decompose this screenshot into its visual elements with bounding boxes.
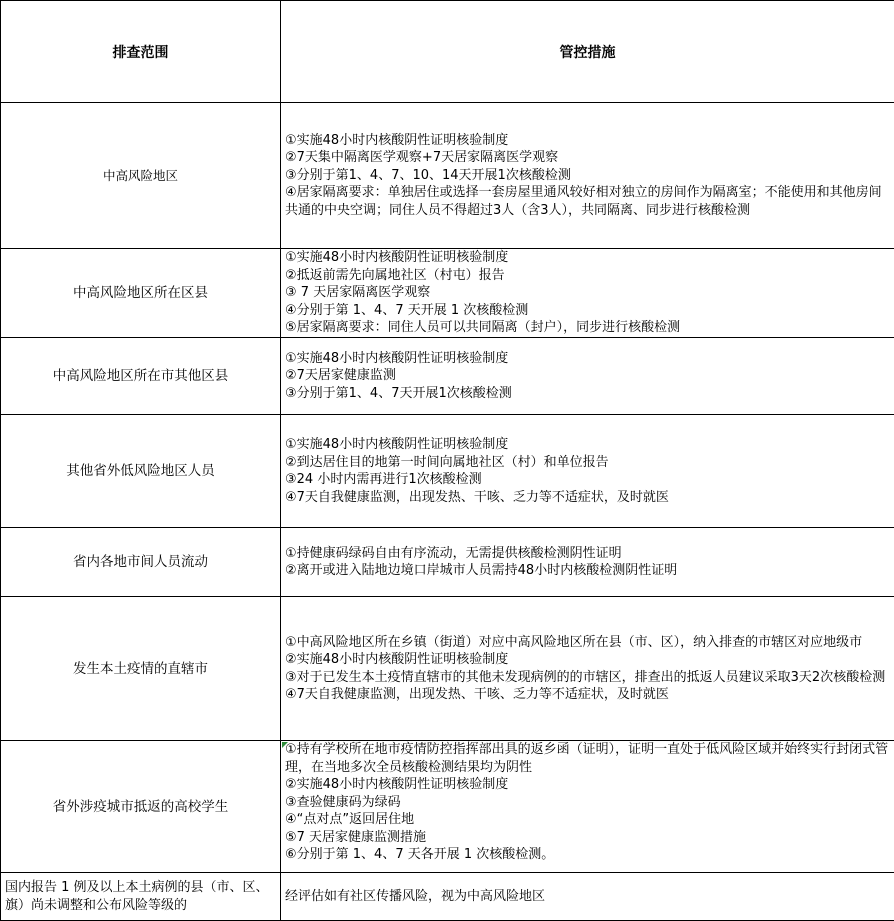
table-row [1,741,894,873]
scope-cell: 中高风险地区所在市其他区县 [1,338,281,415]
measure-item: ③分别于第1、4、7、10、14天开展1次核酸检测 [285,167,571,183]
header-row [1,1,894,103]
measure-item: ③ 7 天居家隔离医学观察 [285,285,431,301]
measure-item: ③查验健康码为绿码 [285,794,401,810]
scope-cell: 省内各地市间人员流动 [1,528,281,597]
measures-cell [281,741,894,873]
measure-item: ①持健康码绿码自由有序流动，无需提供核酸检测阴性证明 [285,545,622,561]
cell-marker-icon [282,742,288,748]
measure-item: ②抵返前需先向属地社区（村屯）报告 [285,267,505,283]
table-row [1,873,894,921]
measure-item: ④“点对点”返回居住地 [285,812,415,827]
measure-item: ②7天集中隔离医学观察+7天居家隔离医学观察 [285,150,559,166]
measures-cell [281,103,894,249]
measure-item: ②实施48小时内核酸阴性证明核验制度 [285,777,509,792]
scope-cell: 中高风险地区所在区县 [1,249,281,338]
measure-item: ⑥分别于第 1、4、7 天各开展 1 次核酸检测。 [285,847,555,862]
measure-item: 经评估如有社区传播风险，视为中高风险地区 [285,888,546,904]
measure-item: ④居家隔离要求：单独居住或选择一套房屋里通风较好相对独立的房间作为隔离室；不能使用和其他房间共通的中央空调；同住人员不得超过3人（含3人），共同隔离、同步进行核酸检测 [285,185,882,218]
table-row [1,103,894,249]
measure-item: ①实施48小时内核酸阴性证明核验制度 [285,132,509,148]
table-row [1,338,894,415]
table-row [1,597,894,741]
measure-item: ④7天自我健康监测，出现发热、干咳、乏力等不适症状，及时就医 [285,489,669,505]
scope-cell: 国内报告 1 例及以上本土病例的县（市、区、旗）尚未调整和公布风险等级的 [1,873,281,921]
scope-cell: 省外涉疫城市抵返的高校学生 [1,741,281,873]
table-row [1,249,894,338]
header-scope: 排查范围 [1,1,281,103]
measure-item: ②到达居住目的地第一时间向属地社区（村）和单位报告 [285,454,609,470]
table-row [1,528,894,597]
measure-item: ⑤7 天居家健康监测措施 [285,829,427,845]
scope-cell: 其他省外低风险地区人员 [1,415,281,528]
scope-cell: 中高风险地区 [1,103,281,249]
measure-item: ①实施48小时内核酸阴性证明核验制度 [285,250,509,266]
measure-item: ③对于已发生本土疫情直辖市的其他未发现病例的的市辖区，排查出的抵返人员建议采取3天2次核酸检测 [285,669,886,685]
measure-item: ②离开或进入陆地边境口岸城市人员需持48小时内核酸检测阴性证明 [285,563,678,578]
measure-item: ②7天居家健康监测 [285,368,396,384]
measure-item: ⑤居家隔离要求：同住人员可以共同隔离（封户），同步进行核酸检测 [285,320,681,336]
table-row [1,415,894,528]
measure-item: ④分别于第 1、4、7 天开展 1 次核酸检测 [285,302,529,318]
measure-item: ①中高风险地区所在乡镇（街道）对应中高风险地区所在县（市、区），纳入排查的市辖区对应地级市 [285,634,863,650]
measures-cell [281,415,894,528]
scope-cell: 发生本土疫情的直辖市 [1,597,281,741]
measures-cell [281,873,894,921]
measure-item: ②实施48小时内核酸阴性证明核验制度 [285,652,509,667]
measure-item: ③分别于第1、4、7天开展1次核酸检测 [285,385,512,401]
header-measures: 管控措施 [281,1,894,103]
measures-cell [281,528,894,597]
measure-item: ④7天自我健康监测，出现发热、干咳、乏力等不适症状，及时就医 [285,687,669,702]
measure-item: ①实施48小时内核酸阴性证明核验制度 [285,437,509,452]
measure-item: ③24 小时内需再进行1次核酸检测 [285,472,482,487]
measure-item: ①实施48小时内核酸阴性证明核验制度 [285,350,509,366]
measure-item: ①持有学校所在地市疫情防控指挥部出具的返乡函（证明），证明一直处于低风险区域并始终实行封闭式管理，在当地多次全员核酸检测结果均为阴性 [285,742,889,775]
measures-cell [281,249,894,338]
measures-cell [281,597,894,741]
measures-cell [281,338,894,415]
